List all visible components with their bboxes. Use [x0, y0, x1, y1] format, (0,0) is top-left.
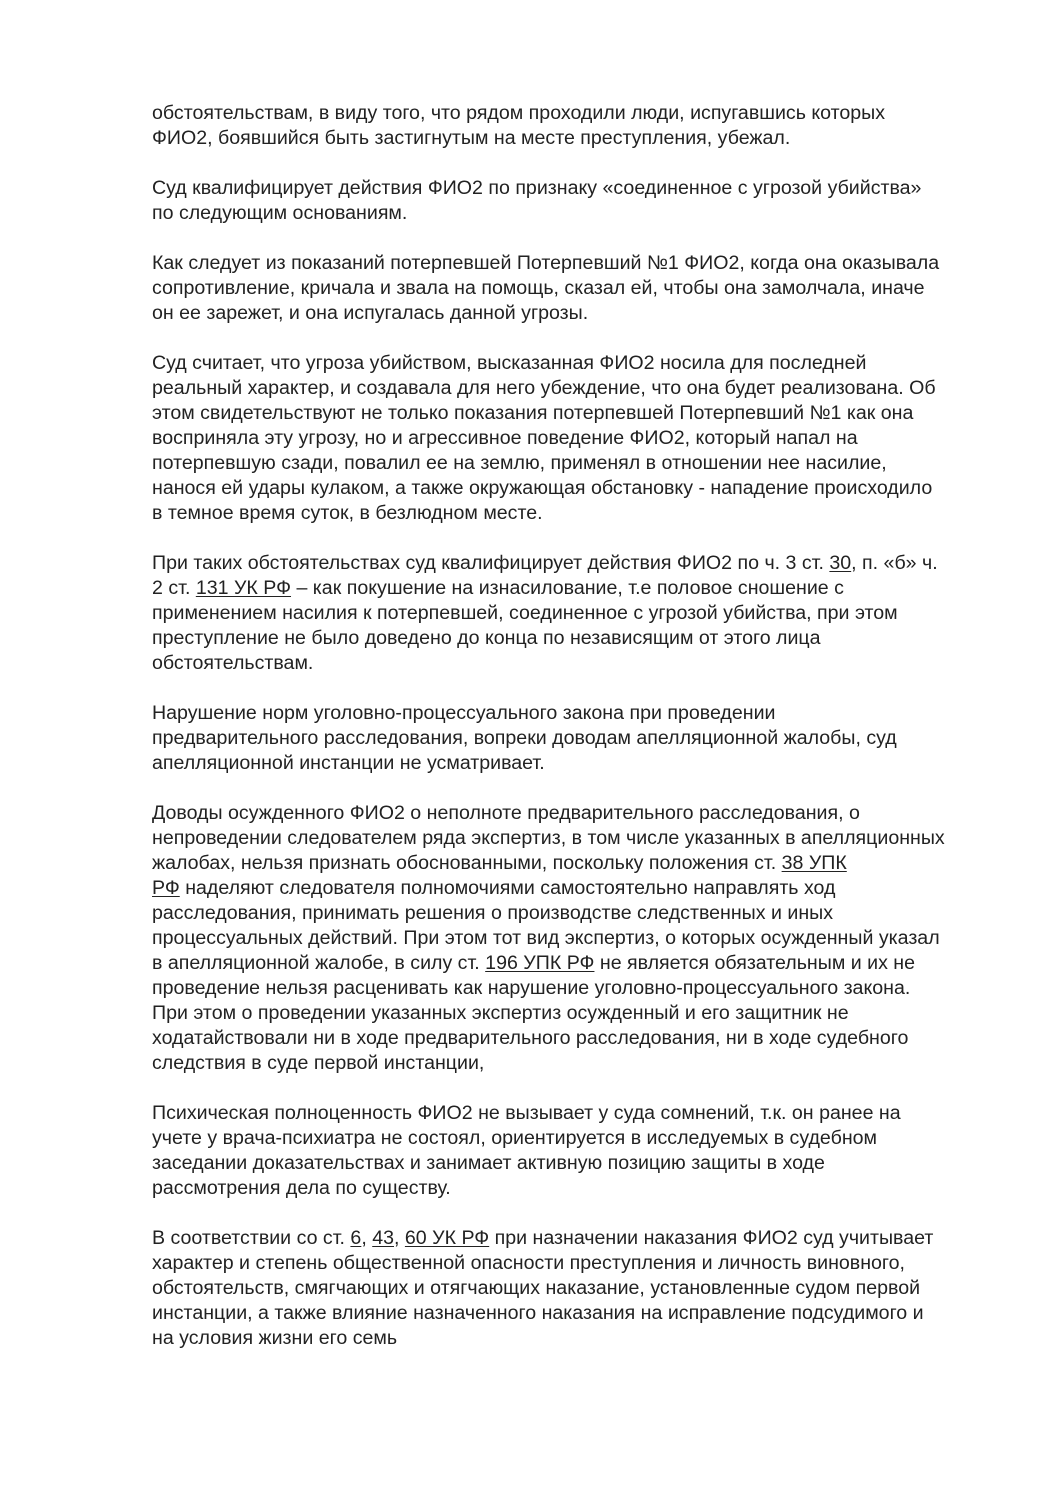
text-segment: не является обязательным и их не [594, 952, 916, 974]
text-segment: В соответствии со ст. [152, 1227, 351, 1249]
text-line [152, 476, 992, 501]
law-reference-link[interactable]: 38 УПК [781, 852, 847, 874]
law-reference-link[interactable]: 196 УПК РФ [485, 952, 595, 974]
text-line [152, 351, 992, 376]
text-line [152, 101, 992, 126]
text-line [152, 926, 992, 951]
text-line [152, 376, 992, 401]
text-segment: применением насилия к потерпевшей, соединенное с угрозой убийства, при этом [152, 602, 898, 624]
text-segment: Суд считает, что угроза убийством, высказанная ФИО2 носила для последней [152, 352, 867, 374]
text-line [152, 201, 992, 226]
paragraph [152, 351, 992, 526]
text-line [152, 901, 992, 926]
text-segment: непроведении следователем ряда экспертиз, в том числе указанных в апелляционных [152, 827, 945, 849]
text-segment: инстанции, а также влияние назначенного наказания на исправление подсудимого и [152, 1302, 924, 1324]
text-line [152, 251, 992, 276]
text-segment: на условия жизни его семь [152, 1327, 398, 1349]
text-segment: жалобах, нельзя признать обоснованными, поскольку положения ст. [152, 852, 782, 874]
text-segment: этом свидетельствуют не только показания потерпевшей Потерпевший №1 как она [152, 402, 914, 424]
law-reference-link[interactable]: 60 УК РФ [404, 1227, 490, 1249]
text-line [152, 1151, 992, 1176]
text-segment: заседании доказательствах и занимает активную позицию защиты в ходе [152, 1152, 825, 1174]
text-line [152, 701, 992, 726]
text-line [152, 401, 992, 426]
text-line [152, 601, 992, 626]
text-line [152, 176, 992, 201]
text-segment: При этом о проведении указанных экспертиз осужденный и его защитник не [152, 1002, 849, 1024]
text-line [152, 651, 992, 676]
text-segment: по следующим основаниям. [152, 202, 408, 224]
text-line [152, 851, 992, 876]
text-line [152, 876, 992, 901]
text-line [152, 1001, 992, 1026]
text-line [152, 626, 992, 651]
text-line [152, 126, 992, 151]
law-reference-link[interactable]: 6 [350, 1227, 362, 1249]
text-segment: следствия в суде первой инстанции, [152, 1052, 485, 1074]
text-segment: ходатайствовали ни в ходе предварительного расследования, ни в ходе судебного [152, 1027, 909, 1049]
text-line [152, 801, 992, 826]
text-segment: ФИО2, боявшийся быть застигнутым на месте преступления, убежал. [152, 127, 791, 149]
text-segment: наделяют следователя полномочиями самостоятельно направлять ход [179, 877, 836, 899]
paragraph [152, 801, 992, 1076]
text-segment: Психическая полноценность ФИО2 не вызывает у суда сомнений, т.к. он ранее на [152, 1102, 901, 1124]
text-line [152, 826, 992, 851]
text-line [152, 976, 992, 1001]
text-line [152, 1301, 992, 1326]
text-segment: в темное время суток, в безлюдном месте. [152, 502, 543, 524]
paragraph [152, 176, 992, 226]
text-segment: обстоятельств, смягчающих и отягчающих наказание, установленные судом первой [152, 1277, 921, 1299]
text-line [152, 301, 992, 326]
text-line [152, 1101, 992, 1126]
text-line [152, 276, 992, 301]
law-reference-link[interactable]: 131 УК РФ [195, 577, 292, 599]
text-line [152, 576, 992, 601]
paragraph [152, 1101, 992, 1201]
text-line [152, 551, 992, 576]
text-segment: характер и степень общественной опасности преступления и личность виновного, [152, 1252, 905, 1274]
text-segment: предварительного расследования, вопреки доводам апелляционной жалобы, суд [152, 727, 897, 749]
text-line [152, 501, 992, 526]
paragraph [152, 701, 992, 776]
text-segment: в апелляционной жалобе, в силу ст. [152, 952, 486, 974]
text-segment: 2 ст. [152, 577, 196, 599]
text-segment: , п. «б» ч. [851, 552, 938, 574]
paragraph [152, 1226, 992, 1351]
text-segment: нанося ей удары кулаком, а также окружающая обстановку - нападение происходило [152, 477, 933, 499]
law-reference-link[interactable]: 43 [372, 1227, 395, 1249]
law-reference-link[interactable]: 30 [829, 552, 852, 574]
text-line [152, 751, 992, 776]
text-line [152, 1226, 992, 1251]
text-segment: учете у врача-психиатра не состоял, ориентируется в исследуемых в судебном [152, 1127, 878, 1149]
text-segment: Доводы осужденного ФИО2 о неполноте предварительного расследования, о [152, 802, 860, 824]
text-segment: он ее зарежет, и она испугалась данной угрозы. [152, 302, 589, 324]
text-segment: сопротивление, кричала и звала на помощь, сказал ей, чтобы она замолчала, иначе [152, 277, 925, 299]
text-line [152, 1051, 992, 1076]
text-segment: расследования, принимать решения о производстве следственных и иных [152, 902, 834, 924]
text-segment: – как покушение на изнасилование, т.е половое сношение с [291, 577, 844, 599]
text-segment: реальный характер, и создавала для него убеждение, что она будет реализована. Об [152, 377, 936, 399]
paragraph [152, 551, 992, 676]
text-segment: потерпевшую сзади, повалил ее на землю, применял в отношении нее насилие, [152, 452, 887, 474]
text-segment: При таких обстоятельствах суд квалифицирует действия ФИО2 по ч. 3 ст. [152, 552, 830, 574]
text-line [152, 1126, 992, 1151]
law-reference-link[interactable]: РФ [152, 877, 180, 899]
text-line [152, 1176, 992, 1201]
text-segment: апелляционной инстанции не усматривает. [152, 752, 545, 774]
text-line [152, 1026, 992, 1051]
text-line [152, 451, 992, 476]
text-line [152, 426, 992, 451]
text-segment: , [361, 1227, 373, 1249]
text-segment: рассмотрения дела по существу. [152, 1177, 451, 1199]
text-line [152, 1326, 992, 1351]
text-segment: восприняла эту угрозу, но и агрессивное поведение ФИО2, который напал на [152, 427, 858, 449]
text-segment: проведение нельзя расценивать как нарушение уголовно-процессуального закона. [152, 977, 911, 999]
text-segment: Как следует из показаний потерпевшей Потерпевший №1 ФИО2, когда она оказывала [152, 252, 940, 274]
text-segment: процессуальных действий. При этом тот вид экспертиз, о которых осужденный указал [152, 927, 940, 949]
text-line [152, 726, 992, 751]
text-line [152, 1251, 992, 1276]
text-segment: обстоятельствам. [152, 652, 314, 674]
text-segment: преступление не было доведено до конца по независящим от этого лица [152, 627, 821, 649]
text-segment: обстоятельствам, в виду того, что рядом проходили люди, испугавшись которых [152, 102, 886, 124]
text-line [152, 951, 992, 976]
text-segment: Нарушение норм уголовно-процессуального закона при проведении [152, 702, 776, 724]
text-segment: Суд квалифицирует действия ФИО2 по признаку «соединенное с угрозой убийства» [152, 177, 922, 199]
document-page [152, 101, 992, 1376]
text-line [152, 1276, 992, 1301]
text-segment: при назначении наказания ФИО2 суд учитывает [489, 1227, 934, 1249]
paragraph [152, 251, 992, 326]
text-segment: , [394, 1227, 405, 1249]
paragraph [152, 101, 992, 151]
